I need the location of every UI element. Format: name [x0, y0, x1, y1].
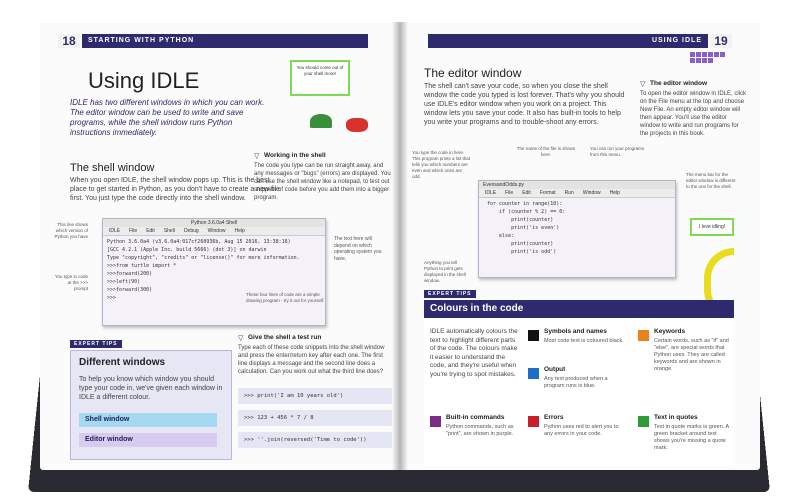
code-line: else: — [487, 233, 515, 239]
tips-title-right: Colours in the code — [430, 303, 524, 314]
legend-title: Errors — [544, 414, 564, 421]
code-line: for counter in range(10): — [487, 201, 563, 207]
menu-item[interactable]: Window — [582, 190, 601, 196]
menu-item[interactable]: Edit — [522, 190, 531, 196]
note-name: The name of the file is shown here. — [516, 146, 576, 157]
menu-item[interactable]: Run — [564, 190, 574, 196]
side-heading: The editor window — [650, 80, 708, 87]
menu-item[interactable]: IDLE — [109, 228, 121, 234]
swatch-orange — [638, 330, 649, 341]
editor-window-label: Editor window — [79, 433, 217, 447]
editor-window-menu — [479, 189, 675, 198]
code-line: print(counter) — [487, 217, 554, 223]
speech-bubble — [290, 60, 350, 96]
pixel-decoration — [690, 52, 725, 63]
note-code: You type the code in here. This program prints a list that tells you which numbers are even and which ones are odd. — [412, 150, 471, 179]
snake-bubble — [690, 218, 734, 236]
shell-window-title: Python 3.6.0a4 Shell — [103, 219, 325, 227]
shell-window-heading: The shell window — [70, 162, 155, 174]
note-output: Anything you tell Python to print gets displayed in the shell window. — [424, 260, 466, 283]
book-spread — [40, 22, 760, 474]
code-line: >>>left(90) — [107, 279, 141, 285]
code-line: >>>from turtle import * — [107, 263, 177, 269]
test-body: Type each of these code snippets into the shell window and press the enter/return key after each one. The first line displays a message and the second line does a calculation. Can you work out what the third line does? — [238, 345, 385, 375]
legend-body: Most code text is coloured black. — [544, 338, 624, 344]
legend-body: Text in quote marks is green. A green bracket around text shows you're missing a quote mark. — [654, 424, 729, 451]
legend-title: Built-in commands — [446, 414, 505, 421]
menu-item[interactable]: File — [505, 190, 514, 196]
note-menubar: The menu bar for the editor window is different to the one for the shell. — [686, 172, 736, 189]
legend-body: Python commands, such as "print", are shown in purple. — [446, 424, 514, 437]
triangle-icon-2: ▽ — [238, 335, 244, 342]
swatch-purple — [430, 416, 441, 427]
crab-icon — [346, 118, 368, 132]
tips-body: To help you know which window you should type your code in, we've given each window in IDLE a different colour. — [79, 376, 223, 401]
snippet-3: >>> ''.join(reversed('Time to code')) — [238, 432, 392, 448]
legend-title: Output — [544, 366, 566, 373]
working-body: The code you type can be run straight away, and any messages or "bugs" (errors) are displayed. You can use the shell window like a notepad, to test out snippets of code before you add them into a bigger program. — [254, 163, 391, 201]
menu-item[interactable]: Edit — [146, 228, 155, 234]
code-line: print('is odd') — [487, 249, 557, 255]
shell-window-menu — [103, 227, 325, 236]
code-line: [GCC 4.2.1 (Apple Inc. build 5666) (dot 3)] on darwin — [107, 247, 267, 253]
legend-title: Keywords — [654, 328, 686, 335]
note-text: The text here will depend on which operating system you have. — [334, 236, 382, 262]
working-heading: Working in the shell — [264, 152, 326, 159]
speech-bubble-text: You should come out of your shell more! — [296, 65, 344, 76]
note-run: You can run your programs from this menu. — [590, 146, 645, 157]
legend-body: Any text produced when a program runs is blue. — [544, 376, 608, 389]
snippet-1: >>> print('I am 10 years old') — [238, 388, 392, 404]
menu-item[interactable]: Format — [539, 190, 556, 196]
turtle-icon — [310, 114, 332, 128]
shell-window — [102, 218, 326, 326]
left-page — [40, 22, 400, 470]
code-line: print(counter) — [487, 241, 554, 247]
shell-window-body: When you open IDLE, the shell window pops up. This is the best place to get started in Python, as you don't have to create a new file first. You just type the code directly into the shell window. — [70, 177, 280, 202]
note-prompt: You type in code at the >>> prompt — [54, 274, 88, 291]
code-line: >>>forward(200) — [107, 271, 153, 277]
editor-window-title: EvensandOdds.py — [479, 181, 675, 189]
swatch-green — [638, 416, 649, 427]
tips-label-right: EXPERT TIPS — [424, 290, 476, 298]
tips-label: EXPERT TIPS — [70, 340, 122, 348]
editor-window-code — [479, 198, 675, 258]
legend-body: Python uses red to alert you to any errors in your code. — [544, 424, 619, 437]
right-page — [400, 22, 760, 470]
shell-window-label: Shell window — [79, 413, 217, 427]
menu-item[interactable]: Help — [609, 190, 620, 196]
note-lines: These four lines of code are a simple drawing program - try it out for yourself. — [246, 292, 325, 303]
menu-item[interactable]: IDLE — [485, 190, 497, 196]
editor-heading: The editor window — [424, 66, 522, 80]
menu-item[interactable]: File — [129, 228, 138, 234]
code-line: Type "copyright", "credits" or "license()" for more information. — [107, 255, 300, 261]
menu-item[interactable]: Shell — [163, 228, 175, 234]
swatch-black — [528, 330, 539, 341]
page-number-right: 19 — [710, 34, 732, 48]
test-heading: Give the shell a test run — [248, 334, 322, 341]
tips-title: Different windows — [79, 357, 166, 368]
snippet-2: >>> 123 + 456 * 7 / 8 — [238, 410, 392, 426]
tips-box — [70, 350, 232, 460]
swatch-blue — [528, 368, 539, 379]
menu-item[interactable]: Window — [207, 228, 226, 234]
intro-text: IDLE has two different windows in which you can work. The editor window can be used to write and save programs, while the shell window runs Python instructions immediately. — [70, 98, 265, 137]
tips-body-right: IDLE automatically colours the text to highlight different parts of the code. The colours make it easier to understand the code, and they're useful when you're trying to spot mistakes. — [430, 328, 518, 378]
tips-title-bar — [424, 300, 734, 318]
code-line: >>>forward(300) — [107, 287, 153, 293]
page-number: 18 — [58, 34, 80, 48]
legend-body: Certain words, such as "if" and "else", are special words that Python uses. They are called keywords and are shown in orange. — [654, 338, 729, 372]
code-line: if (counter % 2) == 0: — [487, 209, 566, 215]
triangle-icon: ▽ — [254, 153, 260, 160]
page-header-right: USING IDLE — [428, 34, 708, 48]
note-version: This line shows which version of Python you have — [54, 222, 88, 239]
legend-title: Text in quotes — [654, 414, 698, 421]
code-line: print('is even') — [487, 225, 560, 231]
page-title: Using IDLE — [88, 68, 200, 93]
swatch-red — [528, 416, 539, 427]
menu-item[interactable]: Help — [234, 228, 245, 234]
editor-window — [478, 180, 676, 278]
code-line: Python 3.6.0a4 (v3.6.0a4:017cf260936b, Aug 15 2016, 13:38:16) — [107, 239, 291, 245]
editor-body: The shell can't save your code, so when you close the shell window the code you typed is lost forever. That's why you should use IDLE's editor window when you work on a project. This window lets you save your code. It also has built-in tools to help you write your programs and to trouble-shoot any errors. — [424, 83, 625, 126]
page-header: STARTING WITH PYTHON — [82, 34, 368, 48]
book-gutter — [392, 22, 408, 470]
menu-item[interactable]: Debug — [183, 228, 199, 234]
code-line: >>> — [107, 295, 117, 301]
side-body: To open the editor window in IDLE, click on the File menu at the top and choose New File. An empty editor window will then appear. You'll use the editor window to write and run programs for the projects in this book. — [640, 91, 747, 137]
snake-bubble-text: I love idling! — [698, 224, 726, 230]
legend-title: Symbols and names — [544, 328, 607, 335]
triangle-icon-3: ▽ — [640, 81, 646, 88]
